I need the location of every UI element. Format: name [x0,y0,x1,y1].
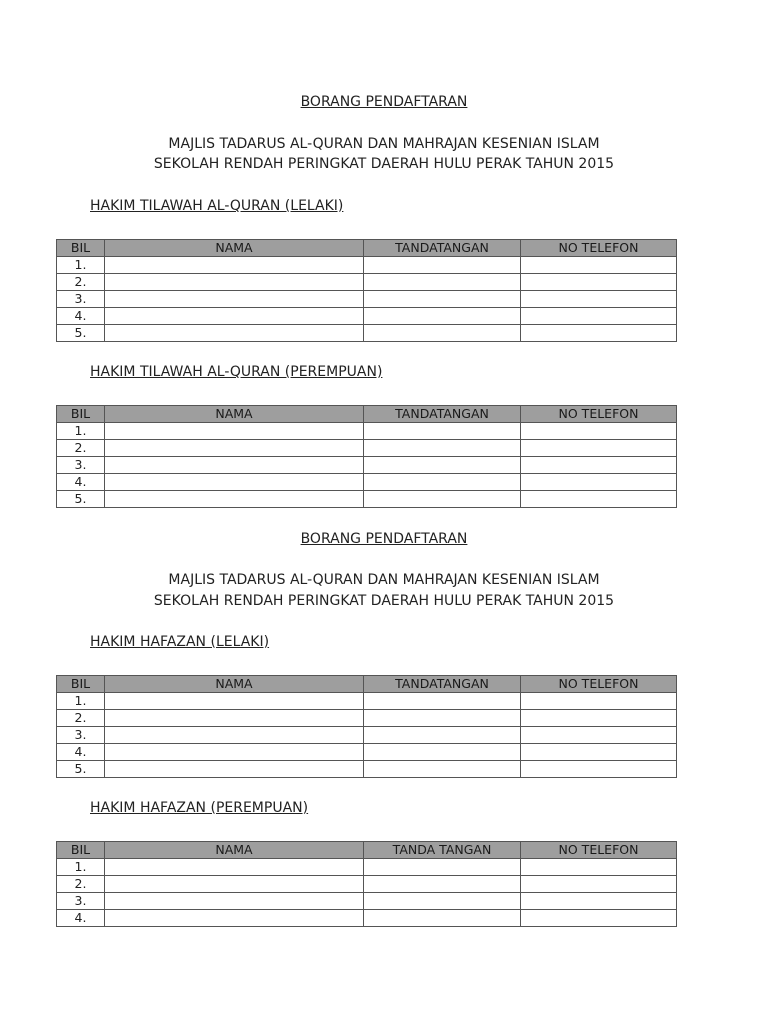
cell-no-telefon[interactable] [521,440,677,457]
registration-table-tilawah-lelaki [56,239,677,342]
header-nama: NAMA [105,406,364,423]
cell-no-telefon[interactable] [521,693,677,710]
table-row [57,325,677,342]
cell-no-telefon[interactable] [521,325,677,342]
cell-no-telefon[interactable] [521,710,677,727]
table-row [57,876,677,893]
table-row [57,457,677,474]
cell-tandatangan[interactable] [364,859,521,876]
cell-bil: 4. [57,744,105,761]
cell-tandatangan[interactable] [364,491,521,508]
cell-tandatangan[interactable] [364,710,521,727]
table-header-row [57,240,677,257]
cell-no-telefon[interactable] [521,474,677,491]
table-row [57,727,677,744]
event-subtitle: SEKOLAH RENDAH PERINGKAT DAERAH HULU PERAK TAHUN 2015 [153,156,615,172]
table-row [57,423,677,440]
table-row [57,710,677,727]
header-no-telefon: NO TELEFON [521,676,677,693]
table-row [57,491,677,508]
table-row [57,859,677,876]
table-row [57,693,677,710]
section-heading-tilawah-perempuan: HAKIM TILAWAH AL-QURAN (PEREMPUAN) [90,364,383,380]
cell-nama[interactable] [105,910,364,927]
cell-bil: 4. [57,910,105,927]
cell-bil: 5. [57,761,105,778]
cell-nama[interactable] [105,876,364,893]
header-tandatangan: TANDATANGAN [364,240,521,257]
cell-nama[interactable] [105,423,364,440]
cell-nama[interactable] [105,710,364,727]
cell-tandatangan[interactable] [364,440,521,457]
cell-nama[interactable] [105,440,364,457]
cell-nama[interactable] [105,291,364,308]
cell-no-telefon[interactable] [521,893,677,910]
table-row [57,744,677,761]
cell-nama[interactable] [105,274,364,291]
cell-nama[interactable] [105,727,364,744]
cell-tandatangan[interactable] [364,761,521,778]
table-row [57,274,677,291]
cell-bil: 4. [57,474,105,491]
cell-nama[interactable] [105,474,364,491]
table-row [57,291,677,308]
header-tandatangan: TANDATANGAN [364,406,521,423]
cell-bil: 2. [57,274,105,291]
cell-bil: 1. [57,257,105,274]
cell-nama[interactable] [105,325,364,342]
cell-bil: 2. [57,876,105,893]
cell-nama[interactable] [105,308,364,325]
cell-bil: 4. [57,308,105,325]
header-bil: BIL [57,842,105,859]
cell-tandatangan[interactable] [364,257,521,274]
table-header-row [57,842,677,859]
header-no-telefon: NO TELEFON [521,842,677,859]
cell-tandatangan[interactable] [364,727,521,744]
cell-nama[interactable] [105,893,364,910]
header-bil: BIL [57,406,105,423]
table-row [57,910,677,927]
cell-tandatangan[interactable] [364,291,521,308]
cell-bil: 2. [57,710,105,727]
form-title: BORANG PENDAFTARAN [300,531,468,547]
header-nama: NAMA [105,842,364,859]
cell-no-telefon[interactable] [521,274,677,291]
cell-no-telefon[interactable] [521,423,677,440]
table-row [57,474,677,491]
cell-bil: 3. [57,291,105,308]
cell-tandatangan[interactable] [364,876,521,893]
header-tandatangan: TANDA TANGAN [364,842,521,859]
cell-nama[interactable] [105,257,364,274]
cell-nama[interactable] [105,457,364,474]
cell-bil: 3. [57,457,105,474]
table-row [57,257,677,274]
cell-tandatangan[interactable] [364,274,521,291]
cell-bil: 3. [57,727,105,744]
cell-no-telefon[interactable] [521,727,677,744]
cell-no-telefon[interactable] [521,291,677,308]
event-title: MAJLIS TADARUS AL-QURAN DAN MAHRAJAN KESENIAN ISLAM [168,136,600,152]
cell-no-telefon[interactable] [521,859,677,876]
table-row [57,893,677,910]
cell-tandatangan[interactable] [364,308,521,325]
section-heading-hafazan-lelaki: HAKIM HAFAZAN (LELAKI) [90,634,270,650]
cell-nama[interactable] [105,491,364,508]
cell-bil: 5. [57,491,105,508]
header-bil: BIL [57,676,105,693]
cell-nama[interactable] [105,744,364,761]
event-subtitle: SEKOLAH RENDAH PERINGKAT DAERAH HULU PERAK TAHUN 2015 [153,593,615,609]
cell-no-telefon[interactable] [521,876,677,893]
header-no-telefon: NO TELEFON [521,240,677,257]
cell-no-telefon[interactable] [521,761,677,778]
cell-tandatangan[interactable] [364,693,521,710]
header-nama: NAMA [105,240,364,257]
registration-table-hafazan-perempuan [56,841,677,927]
cell-bil: 1. [57,693,105,710]
form-title: BORANG PENDAFTARAN [300,94,468,110]
cell-tandatangan[interactable] [364,325,521,342]
cell-tandatangan[interactable] [364,893,521,910]
event-title: MAJLIS TADARUS AL-QURAN DAN MAHRAJAN KESENIAN ISLAM [168,572,600,588]
cell-no-telefon[interactable] [521,257,677,274]
cell-no-telefon[interactable] [521,744,677,761]
table-header-row [57,676,677,693]
cell-no-telefon[interactable] [521,491,677,508]
table-row [57,308,677,325]
cell-bil: 1. [57,423,105,440]
cell-tandatangan[interactable] [364,423,521,440]
cell-tandatangan[interactable] [364,910,521,927]
cell-bil: 3. [57,893,105,910]
header-no-telefon: NO TELEFON [521,406,677,423]
cell-no-telefon[interactable] [521,308,677,325]
cell-no-telefon[interactable] [521,910,677,927]
header-nama: NAMA [105,676,364,693]
cell-nama[interactable] [105,693,364,710]
cell-nama[interactable] [105,761,364,778]
registration-table-tilawah-perempuan [56,405,677,508]
cell-bil: 1. [57,859,105,876]
header-tandatangan: TANDATANGAN [364,676,521,693]
cell-tandatangan[interactable] [364,457,521,474]
header-bil: BIL [57,240,105,257]
cell-tandatangan[interactable] [364,744,521,761]
table-header-row [57,406,677,423]
table-row [57,761,677,778]
cell-bil: 2. [57,440,105,457]
cell-bil: 5. [57,325,105,342]
section-heading-hafazan-perempuan: HAKIM HAFAZAN (PEREMPUAN) [90,800,309,816]
cell-no-telefon[interactable] [521,457,677,474]
cell-tandatangan[interactable] [364,474,521,491]
registration-table-hafazan-lelaki [56,675,677,778]
section-heading-tilawah-lelaki: HAKIM TILAWAH AL-QURAN (LELAKI) [90,198,344,214]
cell-nama[interactable] [105,859,364,876]
table-row [57,440,677,457]
